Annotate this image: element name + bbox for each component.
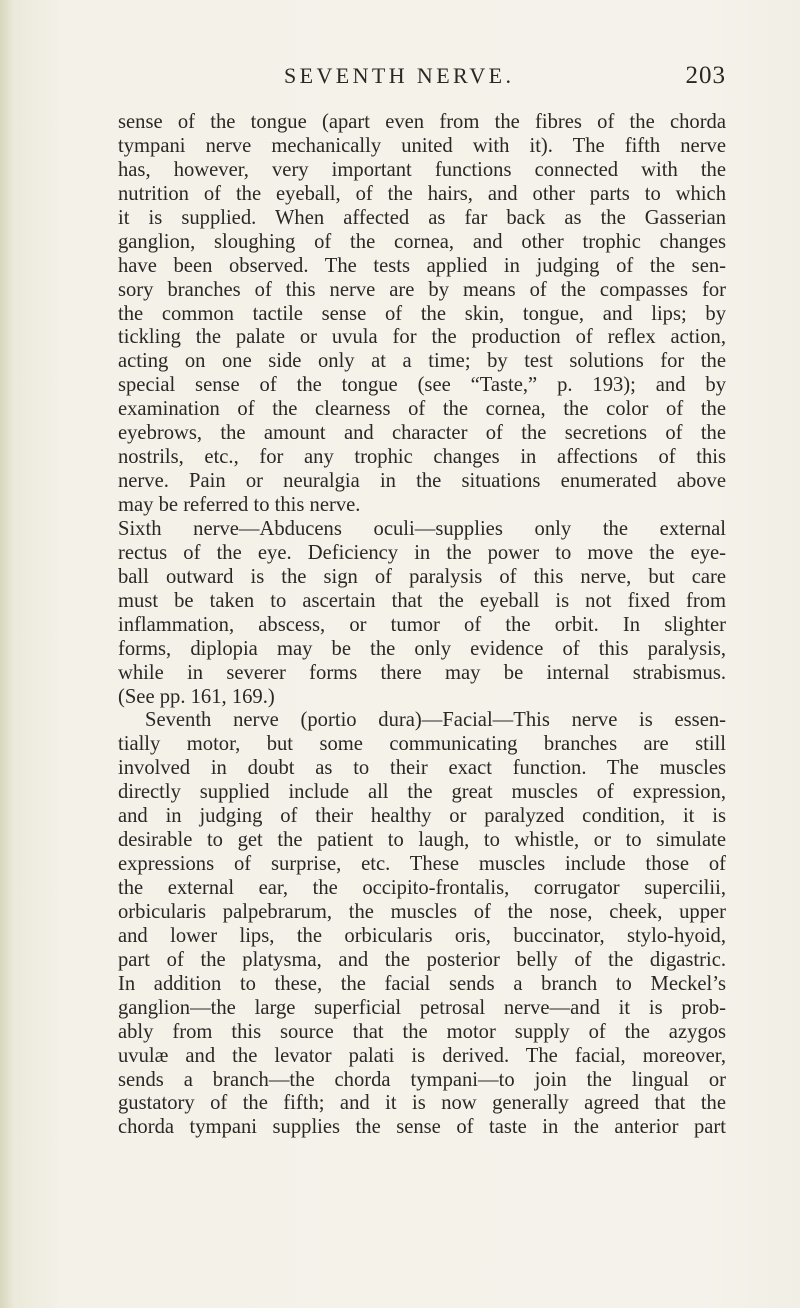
text-line: the common tactile sense of the skin, tongue, and lips; by <box>118 302 726 325</box>
text-line: tickling the palate or uvula for the production of reflex action, <box>118 326 726 349</box>
text-line: part of the platysma, and the posterior belly of the digastric. <box>118 948 726 971</box>
text-line: uvulæ and the levator palati is derived. The facial, moreover, <box>118 1044 726 1067</box>
text-line: examination of the clearness of the cornea, the color of the <box>118 398 726 421</box>
text-line: ably from this source that the motor supply of the azygos <box>118 1020 726 1043</box>
page-header <box>118 61 726 91</box>
text-line: ball outward is the sign of paralysis of this nerve, but care <box>118 565 726 588</box>
text-line: sends a branch—the chorda tympani—to join the lingual or <box>118 1068 726 1091</box>
paragraph-start-seventh-nerve: Seventh nerve (portio dura)—Facial—This nerve is essen- <box>145 709 726 732</box>
text-line: sory branches of this nerve are by means of the compasses for <box>118 278 726 301</box>
text-line: tially motor, but some communicating branches are still <box>118 733 726 756</box>
text-line: and lower lips, the orbicularis oris, buccinator, stylo-hyoid, <box>118 924 726 947</box>
text-line: gustatory of the fifth; and it is now generally agreed that the <box>118 1092 726 1115</box>
page-gutter-shadow <box>0 0 14 1308</box>
paragraph-start-sixth-nerve: Sixth nerve—Abducens oculi—supplies only the external <box>118 517 726 540</box>
text-line: while in severer forms there may be internal strabismus. <box>118 661 726 684</box>
text-line: ganglion, sloughing of the cornea, and other trophic changes <box>118 230 726 253</box>
text-line: has, however, very important functions connected with the <box>118 158 726 181</box>
text-line: nerve. Pain or neuralgia in the situations enumerated above <box>118 470 726 493</box>
text-line: ganglion—the large superficial petrosal nerve—and it is prob- <box>118 996 726 1019</box>
text-line: chorda tympani supplies the sense of taste in the anterior part <box>118 1116 726 1139</box>
text-line: involved in doubt as to their exact function. The muscles <box>118 757 726 780</box>
body-text <box>118 111 726 1140</box>
text-line: may be referred to this nerve. <box>118 494 361 516</box>
text-line: expressions of surprise, etc. These muscles include those of <box>118 853 726 876</box>
text-line: special sense of the tongue (see “Taste,” p. 193); and by <box>118 374 726 397</box>
text-line: rectus of the eye. Deficiency in the power to move the eye- <box>118 541 726 564</box>
text-line: orbicularis palpebrarum, the muscles of the nose, cheek, upper <box>118 900 726 923</box>
text-line: acting on one side only at a time; by test solutions for the <box>118 350 726 373</box>
text-line: directly supplied include all the great muscles of expression, <box>118 781 726 804</box>
text-line: eyebrows, the amount and character of the secretions of the <box>118 422 726 445</box>
text-line: nutrition of the eyeball, of the hairs, and other parts to which <box>118 182 726 205</box>
text-line: In addition to these, the facial sends a branch to Meckel’s <box>118 972 726 995</box>
text-line: inflammation, abscess, or tumor of the orbit. In slighter <box>118 613 726 636</box>
text-line: desirable to get the patient to laugh, to whistle, or to simulate <box>118 829 726 852</box>
page-number: 203 <box>685 62 726 89</box>
text-line: tympani nerve mechanically united with it). The fifth nerve <box>118 134 726 157</box>
text-line: must be taken to ascertain that the eyeball is not fixed from <box>118 589 726 612</box>
text-line: the external ear, the occipito-frontalis, corrugator supercilii, <box>118 877 726 899</box>
text-line: forms, diplopia may be the only evidence of this paralysis, <box>118 637 726 660</box>
text-line: nostrils, etc., for any trophic changes in affections of this <box>118 446 726 469</box>
text-line: and in judging of their healthy or paralyzed condition, it is <box>118 805 726 828</box>
running-head: SEVENTH NERVE. <box>284 63 515 88</box>
text-line: sense of the tongue (apart even from the fibres of the chorda <box>118 111 726 133</box>
text-line: have been observed. The tests applied in judging of the sen- <box>118 254 726 277</box>
text-line: it is supplied. When affected as far back as the Gasserian <box>118 206 726 229</box>
text-line: (See pp. 161, 169.) <box>118 685 275 708</box>
